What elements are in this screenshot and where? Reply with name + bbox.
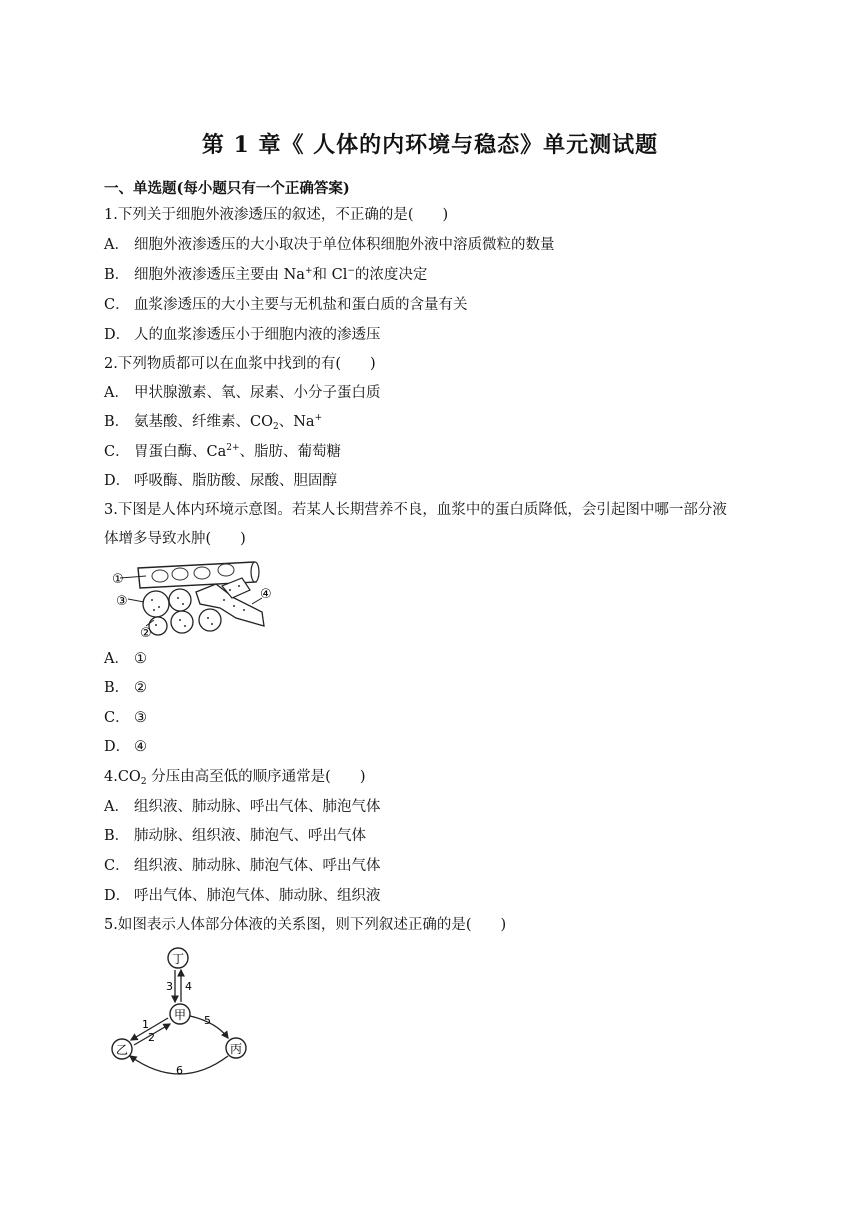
superscript: + <box>314 413 323 423</box>
node-label: 甲 <box>174 1008 187 1022</box>
option-letter: C． <box>104 858 130 874</box>
option-text: ② <box>134 680 147 696</box>
option-text: ③ <box>134 710 147 726</box>
superscript: − <box>347 266 355 276</box>
option-text: 呼吸酶、脂肪酸、尿酸、胆固醇 <box>134 473 337 489</box>
option-text: 甲状腺激素、氧、尿素、小分子蛋白质 <box>134 385 381 401</box>
figure-label-3: ③ <box>116 594 128 609</box>
option-text-part: 胃蛋白酶、Ca <box>134 444 227 460</box>
question-3-option-c[interactable] <box>104 708 147 728</box>
question-4-option-b[interactable] <box>104 826 366 846</box>
option-text: 血浆渗透压的大小主要与无机盐和蛋白质的含量有关 <box>134 297 468 313</box>
red-cell <box>152 570 168 582</box>
option-text: 人的血浆渗透压小于细胞内液的渗透压 <box>134 327 381 343</box>
question-5-stem: 5.如图表示人体部分体液的关系图，则下列叙述正确的是( ) <box>104 917 507 933</box>
question-3-stem-line-2: 体增多导致水肿( ) <box>104 531 246 547</box>
option-text-part: 的浓度决定 <box>354 267 428 283</box>
figure-label-2: ② <box>140 626 152 641</box>
option-text-part: 和 Cl <box>312 267 348 283</box>
node-label: 乙 <box>116 1043 129 1057</box>
stem-part: 分压由高至低的顺序通常是( ) <box>146 769 366 785</box>
tissue-cell <box>143 591 169 617</box>
tissue-cell <box>199 609 221 631</box>
arrow-label: 1 <box>142 1018 149 1031</box>
option-letter: A． <box>104 385 129 401</box>
option-letter: D． <box>104 327 131 343</box>
stem-part: 4.CO <box>104 769 141 785</box>
question-2-stem: 2.下列物质都可以在血浆中找到的有( ) <box>104 356 376 372</box>
option-text: 组织液、肺动脉、肺泡气体、呼出气体 <box>134 858 381 874</box>
option-letter: B． <box>104 680 130 696</box>
subscript: 2 <box>140 777 147 787</box>
question-3-option-b[interactable] <box>104 678 147 698</box>
question-4-option-a[interactable] <box>104 797 381 817</box>
question-2-option-a[interactable] <box>104 383 381 403</box>
red-cell <box>172 568 188 580</box>
option-letter: C． <box>104 297 130 313</box>
arrow-label: 6 <box>176 1064 183 1077</box>
option-text-part: 氨基酸、纤维素、CO <box>134 414 273 430</box>
option-text: 细胞外液渗透压的大小取决于单位体积细胞外液中溶质微粒的数量 <box>134 237 555 253</box>
question-3-option-d[interactable] <box>104 737 147 757</box>
question-2-option-b[interactable] <box>104 412 322 432</box>
node-label: 丁 <box>172 952 185 966</box>
question-4-option-c[interactable] <box>104 856 381 876</box>
red-cell <box>194 567 210 579</box>
option-letter: B． <box>104 414 130 430</box>
internal-environment-figure <box>104 560 280 642</box>
arrow-label: 4 <box>185 980 192 993</box>
option-text: 呼出气体、肺泡气体、肺动脉、组织液 <box>134 888 381 904</box>
question-2-option-d[interactable] <box>104 471 337 491</box>
option-letter: D． <box>104 888 131 904</box>
option-text-part: 、Na <box>278 414 315 430</box>
subscript: 2 <box>272 422 279 432</box>
red-cell <box>218 564 234 576</box>
option-letter: D． <box>104 473 131 489</box>
tube-end <box>251 562 259 582</box>
arrow-label: 2 <box>148 1031 155 1044</box>
option-letter: B． <box>104 828 130 844</box>
option-text: 肺动脉、组织液、肺泡气、呼出气体 <box>134 828 366 844</box>
arrow-label: 5 <box>204 1014 211 1027</box>
option-text-part: 细胞外液渗透压主要由 Na <box>134 267 305 283</box>
option-text: ① <box>134 651 147 667</box>
page-title: 第 1 章《 人体的内环境与稳态》单元测试题 <box>201 132 659 158</box>
option-text-part: 、脂肪、葡萄糖 <box>239 444 342 460</box>
question-4-option-d[interactable] <box>104 886 381 906</box>
body-fluid-relation-diagram <box>104 944 254 1080</box>
option-letter: C． <box>104 710 130 726</box>
question-1-option-d[interactable] <box>104 325 381 345</box>
question-3-option-a[interactable] <box>104 649 147 669</box>
question-1-option-c[interactable] <box>104 295 468 315</box>
option-letter: A． <box>104 799 129 815</box>
superscript: 2+ <box>226 443 240 453</box>
option-text: ④ <box>134 739 147 755</box>
arrow-label: 3 <box>166 980 173 993</box>
superscript: + <box>304 266 313 276</box>
question-1-option-a[interactable] <box>104 235 555 255</box>
figure-label-1: ① <box>112 572 124 587</box>
option-text: 组织液、肺动脉、呼出气体、肺泡气体 <box>134 799 381 815</box>
node-label: 丙 <box>230 1042 243 1056</box>
question-4-stem <box>104 767 365 787</box>
question-1-stem: 1.下列关于细胞外液渗透压的叙述，不正确的是( ) <box>104 207 449 223</box>
option-letter: A． <box>104 237 129 253</box>
question-3-stem-line-1: 3.下图是人体内环境示意图。若某人长期营养不良，血浆中的蛋白质降低，会引起图中哪一部分液 <box>104 502 727 518</box>
pointer-line <box>128 599 144 602</box>
tissue-cell <box>169 589 191 611</box>
figure-label-4: ④ <box>260 587 272 602</box>
option-letter: C． <box>104 444 130 460</box>
option-letter: B． <box>104 267 130 283</box>
section-heading: 一、单选题(每小题只有一个正确答案) <box>104 180 350 197</box>
question-2-option-c[interactable] <box>104 442 341 462</box>
tissue-cell <box>149 617 167 635</box>
tissue-cell <box>171 611 193 633</box>
question-1-option-b[interactable] <box>104 265 427 285</box>
option-letter: A． <box>104 651 129 667</box>
option-letter: D． <box>104 739 131 755</box>
